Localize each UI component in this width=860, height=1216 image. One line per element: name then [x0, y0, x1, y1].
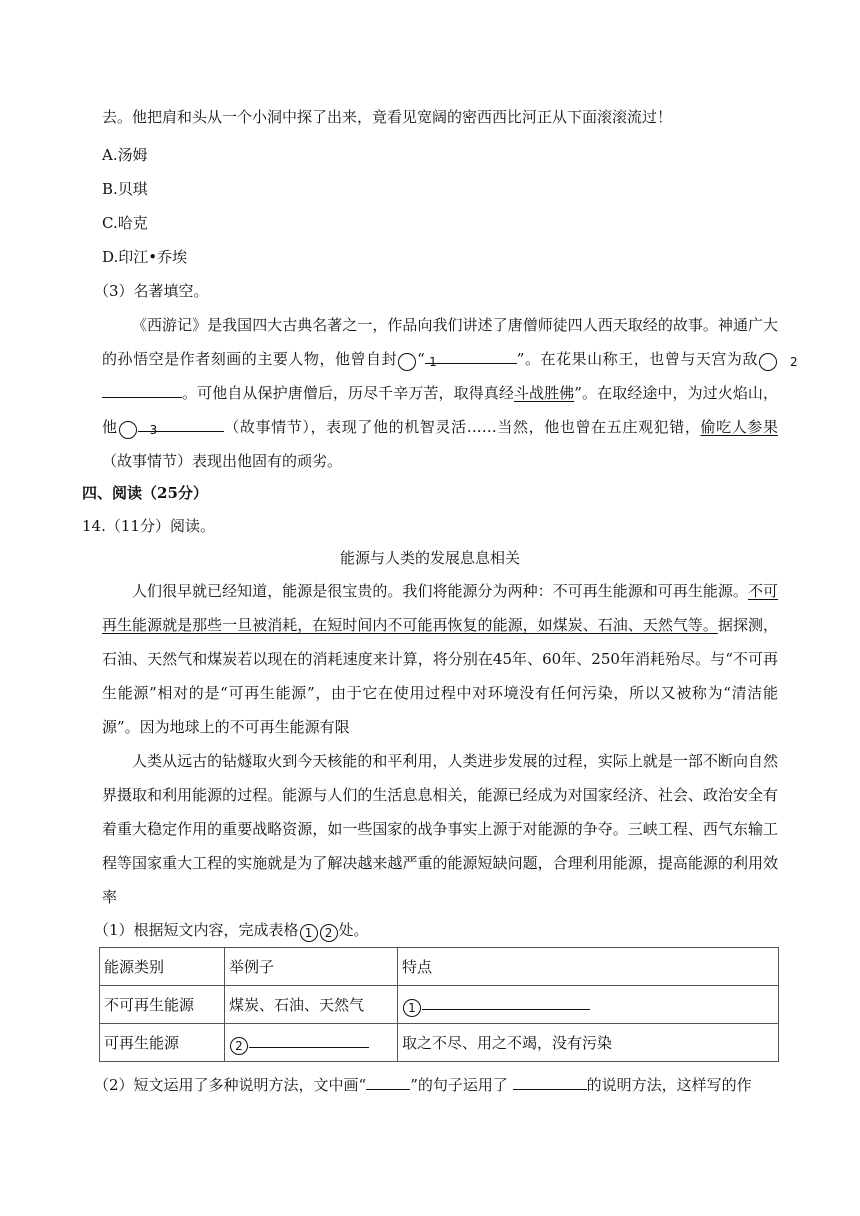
option-a[interactable]: A.汤姆 — [102, 146, 148, 164]
section-heading-reading: 四、阅读（25分） — [82, 484, 208, 502]
answer-blank-2[interactable] — [102, 381, 182, 398]
sub-question-3-label: （3）名著填空。 — [94, 282, 209, 300]
energy-table — [99, 947, 779, 1062]
table-cell: 不可再生能源 — [100, 986, 225, 1024]
underline-mark-sample — [366, 1073, 410, 1090]
question-14-label: 14.（11分）阅读。 — [82, 517, 215, 535]
option-b[interactable]: B.贝琪 — [102, 180, 148, 198]
sub-question-1: （1）根据短文内容，完成表格 1 2 处。 — [94, 921, 369, 940]
table-cell — [398, 986, 779, 1024]
method-answer-blank[interactable] — [513, 1073, 587, 1090]
table-header-cell: 能源类别 — [100, 948, 225, 986]
underlined-definition-sentence: 不可再生能源就是那些一旦被消耗，在短时间内不可能再恢复的能源，如煤炭、石油、天然气等。 — [102, 582, 778, 634]
blank-number-2: 2 — [759, 353, 777, 371]
article-paragraph-2: 人类从远古的钻燧取火到今天核能的和平利用，人类进步发展的过程，实际上就是一部不断向自然界摄取和利用能源的过程。能源与人们的生活息息相关，能源已经成为对国家经济、社会、政治安全有着重大稳定作用的重要战略资源，如一些国家的战争事实上源于对能源的争夺。三峡工程、西气东输工程等国家重大工程的实施就是为了解决越来越严重的能源短缺问题，合理利用能源，提高能源的利用效率 — [102, 752, 778, 906]
ref-circle-2: 2 — [320, 924, 338, 942]
blank-number-1: 1 — [398, 353, 416, 371]
table-header-row — [100, 948, 779, 986]
table-cell: 取之不尽、用之不竭，没有污染 — [398, 1024, 779, 1062]
table-answer-blank-1[interactable] — [422, 993, 590, 1010]
table-header-cell: 特点 — [398, 948, 779, 986]
answer-blank-1[interactable] — [425, 347, 517, 364]
table-cell — [225, 1024, 398, 1062]
article-title: 能源与人类的发展息息相关 — [339, 549, 520, 567]
ref-circle-1: 1 — [300, 924, 318, 942]
underlined-episode: 偷吃人参果 — [700, 418, 778, 436]
option-d[interactable]: D.印江•乔埃 — [102, 248, 188, 266]
table-header-cell: 举例子 — [225, 948, 398, 986]
table-row — [100, 1024, 779, 1062]
sub-question-2: （2）短文运用了多种说明方法，文中画“ ”的句子运用了 的说明方法，这样写的作 — [94, 1073, 752, 1095]
table-circle-2: 2 — [230, 1037, 248, 1055]
option-c[interactable]: C.哈克 — [102, 214, 148, 232]
table-cell: 可再生能源 — [100, 1024, 225, 1062]
passage-end-text: 去。他把肩和头从一个小洞中探了出来，竟看见宽阔的密西西比河正从下面滚滚流过！ — [102, 108, 673, 126]
table-cell: 煤炭、石油、天然气 — [225, 986, 398, 1024]
xiyouji-paragraph: 《西游记》是我国四大古典名著之一，作品向我们讲述了唐僧师徒四人西天取经的故事。神通广大的孙悟空是作者刻画的主要人物，他曾自封 1“ ”。在花果山称王，也曾与天宫为敌 2。可他自从保护唐僧后，历尽千辛万苦，取得真经斗战胜佛”。在取经途中，为过火焰山，他 3 （故事情节），表现了他的机智灵活……当然，他也曾在五庄观犯错，偷吃人参果（故事情节）表现出他固有的顽劣。 — [102, 316, 798, 470]
underlined-title: 斗战胜佛 — [513, 384, 575, 402]
table-answer-blank-2[interactable] — [249, 1031, 369, 1048]
blank-number-3: 3 — [119, 421, 137, 439]
table-circle-1: 1 — [403, 999, 421, 1017]
table-row — [100, 986, 779, 1024]
answer-blank-3[interactable] — [138, 415, 224, 432]
article-paragraph-1: 人们很早就已经知道，能源是很宝贵的。我们将能源分为两种：不可再生能源和可再生能源。不可再生能源就是那些一旦被消耗，在短时间内不可能再恢复的能源，如煤炭、石油、天然气等。据探测，石油、天然气和煤炭若以现在的消耗速度来计算，将分别在45年、60年、250年消耗殆尽。与“不可再生能源”相对的是“可再生能源”，由于它在使用过程中对环境没有任何污染，所以又被称为“清洁能源”。因为地球上的不可再生能源有限 — [102, 582, 778, 736]
